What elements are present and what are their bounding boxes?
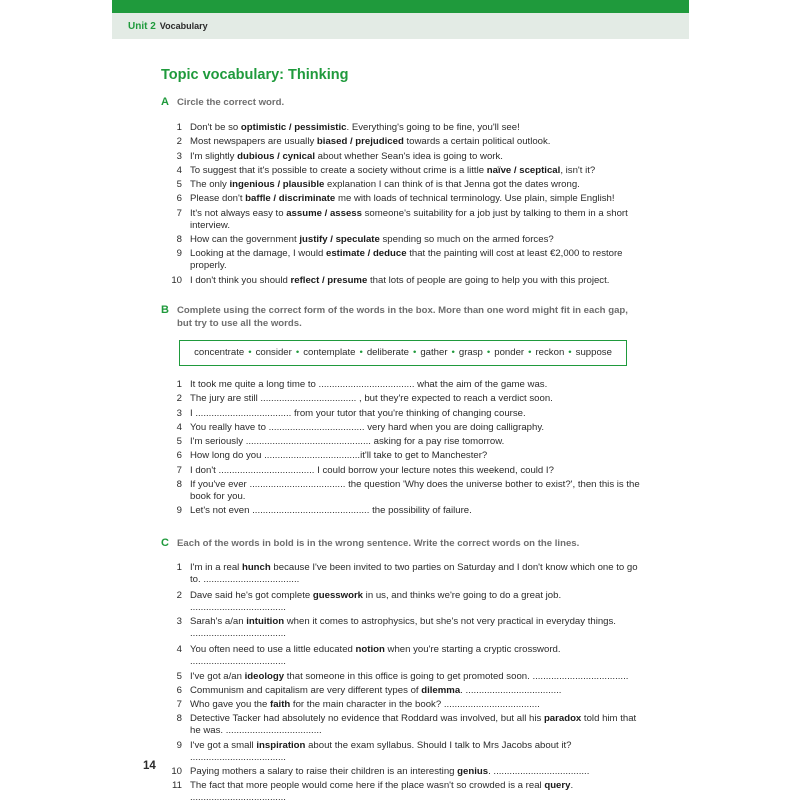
list-item — [170, 699, 640, 711]
box-word: gather — [420, 347, 448, 358]
sentence-text: for the main character in the book? .................................... — [290, 699, 540, 711]
sentence-text: someone's suitability for a job just by talking to them in a short interview. — [190, 207, 628, 231]
item-number: 1 — [176, 122, 182, 133]
box-word: suppose — [575, 347, 612, 358]
sentence-text: How long do you — [190, 450, 265, 462]
bold-word: inspiration — [256, 739, 306, 751]
sentence-text: The only — [190, 179, 230, 191]
list-item — [170, 248, 640, 272]
item-number: 4 — [176, 644, 182, 656]
list-item — [170, 450, 640, 462]
item-number: 8 — [176, 234, 182, 246]
sentence-text: Detective Tacker had absolutely no evidence that Roddard was involved, but all his — [190, 713, 544, 725]
sentence-text: . Everything's going to be fine, you'll see! — [346, 122, 520, 133]
unit-number: Unit 2 — [128, 21, 156, 32]
item-number: 6 — [176, 450, 182, 462]
sentence-text: Please don't — [190, 193, 246, 205]
box-word: deliberate — [366, 347, 409, 358]
item-number: 10 — [171, 766, 182, 778]
sentence-text: To suggest that it's possible to create a society without crime is a little — [190, 164, 487, 176]
sentence-text: Let's not even — [190, 505, 253, 517]
section-a-letter: A — [161, 96, 169, 108]
bullet-separator: • — [359, 347, 363, 358]
section-a-instruction: Circle the correct word. — [177, 97, 285, 108]
sentence-text: . .................................... — [460, 684, 562, 696]
sentence-text: I don't — [190, 464, 219, 476]
box-word: reckon — [535, 347, 565, 358]
sentence-text: Dave said he's got complete — [190, 590, 313, 601]
list-item — [170, 422, 640, 434]
bold-word: query — [544, 780, 571, 792]
sentence-text: I don't think you should — [190, 274, 291, 286]
sentence-text: that the painting will cost at least €2,000 to restore properly. — [190, 248, 623, 272]
item-number: 2 — [176, 393, 182, 405]
sentence-text: ............................................ — [252, 505, 373, 517]
sentence-text: Paying mothers a salary to raise their children is an interesting — [190, 766, 458, 778]
box-word: consider — [255, 347, 292, 358]
list-item — [170, 208, 640, 232]
box-word: grasp — [458, 347, 483, 358]
sentence-text: that lots of people are going to help you with this project. — [367, 274, 610, 286]
sentence-text: The fact that more people would come here if the place wasn't so crowded is a real — [190, 780, 545, 792]
section-c-list — [170, 562, 640, 804]
sentence-text: I'm seriously — [190, 436, 246, 448]
sentence-text: it'll take to get to Manchester? — [360, 450, 488, 462]
section-a-heading — [161, 96, 641, 109]
item-number: 7 — [176, 699, 182, 711]
bullet-separator: • — [528, 347, 532, 358]
section-c-instruction: Each of the words in bold is in the wrong sentence. Write the correct words on the lines. — [177, 538, 580, 549]
bold-word: faith — [270, 699, 291, 711]
item-number: 9 — [176, 505, 182, 517]
sentence-text: towards a certain political outlook. — [403, 136, 551, 148]
bullet-separator: • — [486, 347, 491, 358]
sentence-text: I've got a small — [190, 739, 257, 751]
sentence-text: You really have to — [190, 421, 269, 433]
sentence-text: .................................... — [264, 450, 361, 462]
item-number: 9 — [176, 739, 182, 751]
sentence-text: when you're starting a cryptic crossword. .................................... — [190, 644, 561, 668]
sentence-text: .................................... — [260, 393, 359, 405]
bold-word: genius — [457, 766, 489, 778]
sentence-text: It took me quite a long time to — [190, 379, 319, 390]
item-number: 9 — [176, 248, 182, 260]
item-number: 5 — [176, 179, 182, 191]
sentence-text: .................................... — [268, 421, 368, 433]
sentence-text: If you've ever — [190, 479, 250, 491]
item-number: 1 — [176, 379, 182, 390]
sentence-text: me with loads of technical terminology. Use plain, simple English! — [335, 193, 615, 205]
list-item — [170, 379, 640, 391]
sentence-text: Who gave you the — [190, 699, 270, 711]
list-item — [170, 151, 640, 163]
bullet-separator: • — [412, 347, 417, 358]
list-item — [170, 740, 640, 764]
sentence-text: when it comes to astrophysics, but she's not very practical in everyday things. .................................... — [190, 616, 616, 640]
item-number: 10 — [171, 274, 182, 286]
bold-word: biased / prejudiced — [316, 136, 404, 148]
list-item — [170, 234, 640, 246]
sentence-text: asking for a pay rise tomorrow. — [373, 436, 505, 448]
header-color-bar — [112, 0, 689, 13]
sentence-text: ............................................... — [245, 436, 374, 448]
box-word: contemplate — [303, 347, 356, 358]
list-item — [170, 165, 640, 177]
sentence-text: I'm slightly — [190, 150, 238, 162]
list-item — [170, 713, 640, 737]
list-item — [170, 193, 640, 205]
box-word: ponder — [494, 347, 525, 358]
sentence-text: .................................... — [195, 407, 294, 419]
sentence-text: .................................... — [218, 464, 318, 476]
bullet-separator: • — [248, 347, 252, 358]
sentence-text: because I've been invited to two parties on Saturday and I don't know which one to go to. .................................... — [190, 562, 638, 585]
item-number: 7 — [176, 207, 182, 219]
sentence-text: Don't be so — [190, 122, 241, 133]
item-number: 5 — [176, 436, 182, 448]
sentence-text: . .................................... — [488, 766, 590, 778]
bold-word: dubious / cynical — [237, 150, 315, 162]
unit-label — [128, 21, 208, 32]
sentence-text: How can the government — [190, 234, 300, 246]
list-item — [170, 671, 640, 683]
bold-word: ideology — [244, 670, 285, 682]
sentence-text: I'm in a real — [190, 562, 242, 573]
item-number: 6 — [176, 684, 182, 696]
sentence-text: , but they're expected to reach a verdict soon. — [359, 393, 553, 405]
bold-word: intuition — [246, 616, 285, 628]
sentence-text: The jury are still — [190, 393, 261, 405]
item-number: 8 — [176, 479, 182, 491]
sentence-text: It's not always easy to — [190, 207, 287, 219]
sentence-text: in us, and thinks we're going to do a great job. .................................... — [190, 590, 562, 613]
item-number: 7 — [176, 464, 182, 476]
list-item — [170, 616, 640, 640]
list-item — [170, 436, 640, 448]
list-item — [170, 766, 640, 778]
list-item — [170, 780, 640, 804]
bold-word: dilemma — [421, 684, 461, 696]
bold-word: ingenious / plausible — [229, 179, 325, 191]
item-number: 1 — [176, 562, 182, 573]
section-b-list — [170, 379, 640, 517]
sentence-text: Sarah's a/an — [190, 616, 247, 628]
sentence-text: explanation I can think of is that Jenna got the dates wrong. — [324, 179, 580, 191]
box-word: concentrate — [194, 347, 245, 358]
bold-word: notion — [355, 644, 385, 656]
list-item — [170, 505, 640, 517]
bold-word: hunch — [241, 562, 271, 573]
list-item — [170, 644, 640, 668]
sentence-text: very hard when you are doing calligraphy. — [367, 421, 545, 433]
sentence-text: .................................... — [249, 479, 349, 491]
sentence-text: I — [190, 407, 196, 419]
section-c-letter: C — [161, 537, 169, 549]
bold-word: paradox — [543, 713, 582, 725]
page-number: 14 — [143, 760, 156, 772]
bold-word: guesswork — [312, 590, 364, 601]
bold-word: justify / speculate — [299, 234, 380, 246]
section-b-heading — [161, 304, 641, 330]
item-number: 3 — [176, 616, 182, 628]
item-number: 2 — [176, 136, 182, 148]
list-item — [170, 465, 640, 477]
sentence-text: , isn't it? — [560, 164, 596, 176]
item-number: 6 — [176, 193, 182, 205]
item-number: 3 — [176, 150, 182, 162]
section-b-instruction: Complete using the correct form of the words in the box. More than one word might fit in each gap, but try to use all the words. — [177, 305, 628, 329]
sentence-text: told him that he was. .................................... — [190, 713, 637, 737]
item-number: 2 — [176, 590, 182, 601]
sentence-text: I could borrow your lecture notes this weekend, could I? — [317, 464, 554, 476]
sentence-text: You often need to use a little educated — [190, 644, 356, 656]
list-item — [170, 393, 640, 405]
sentence-text: spending so much on the armed forces? — [379, 234, 554, 246]
sentence-text: what the aim of the game was. — [417, 379, 548, 390]
bullet-separator: • — [295, 347, 300, 358]
list-item — [170, 122, 640, 134]
sentence-text: Looking at the damage, I would — [190, 248, 327, 260]
sentence-text: about the exam syllabus. Should I talk to Mrs Jacobs about it? .................................... — [190, 739, 572, 763]
bold-word: baffle / discriminate — [245, 193, 336, 205]
item-number: 5 — [176, 670, 182, 682]
sentence-text: .................................... — [318, 379, 418, 390]
bold-word: assume / assess — [286, 207, 362, 219]
word-box — [179, 340, 627, 366]
bold-word: reflect / presume — [290, 274, 368, 286]
item-number: 3 — [176, 407, 182, 419]
bullet-separator: • — [568, 347, 572, 358]
section-a-list — [170, 122, 640, 287]
section-b-letter: B — [161, 304, 169, 316]
bold-word: naïve / sceptical — [486, 164, 561, 176]
bullet-separator: • — [451, 347, 455, 358]
list-item — [170, 590, 640, 614]
sentence-text: that someone in this office is going to get promoted soon. .................................... — [284, 670, 629, 682]
page-title: Topic vocabulary: Thinking — [161, 67, 349, 83]
sentence-text: I've got a/an — [190, 670, 245, 682]
section-c-heading — [161, 537, 641, 550]
sentence-text: the possibility of failure. — [372, 505, 472, 517]
list-item — [170, 408, 640, 420]
list-item — [170, 562, 640, 586]
bold-word: estimate / deduce — [326, 248, 407, 260]
list-item — [170, 685, 640, 697]
sentence-text: Most newspapers are usually — [190, 136, 317, 148]
sentence-text: about whether Sean's idea is going to work. — [315, 150, 503, 162]
item-number: 4 — [176, 421, 182, 433]
sentence-text: . .................................... — [190, 780, 574, 804]
sentence-text: the question 'Why does the universe bother to exist?', then this is the book for you. — [190, 479, 640, 503]
list-item — [170, 179, 640, 191]
bold-word: optimistic / pessimistic — [240, 122, 347, 133]
list-item — [170, 136, 640, 148]
list-item — [170, 275, 640, 287]
sentence-text: from your tutor that you're thinking of changing course. — [293, 407, 526, 419]
sentence-text: Communism and capitalism are very different types of — [190, 684, 422, 696]
unit-section: Vocabulary — [159, 21, 208, 31]
item-number: 11 — [172, 780, 182, 792]
item-number: 4 — [176, 164, 182, 176]
item-number: 8 — [176, 713, 182, 725]
list-item — [170, 479, 640, 503]
